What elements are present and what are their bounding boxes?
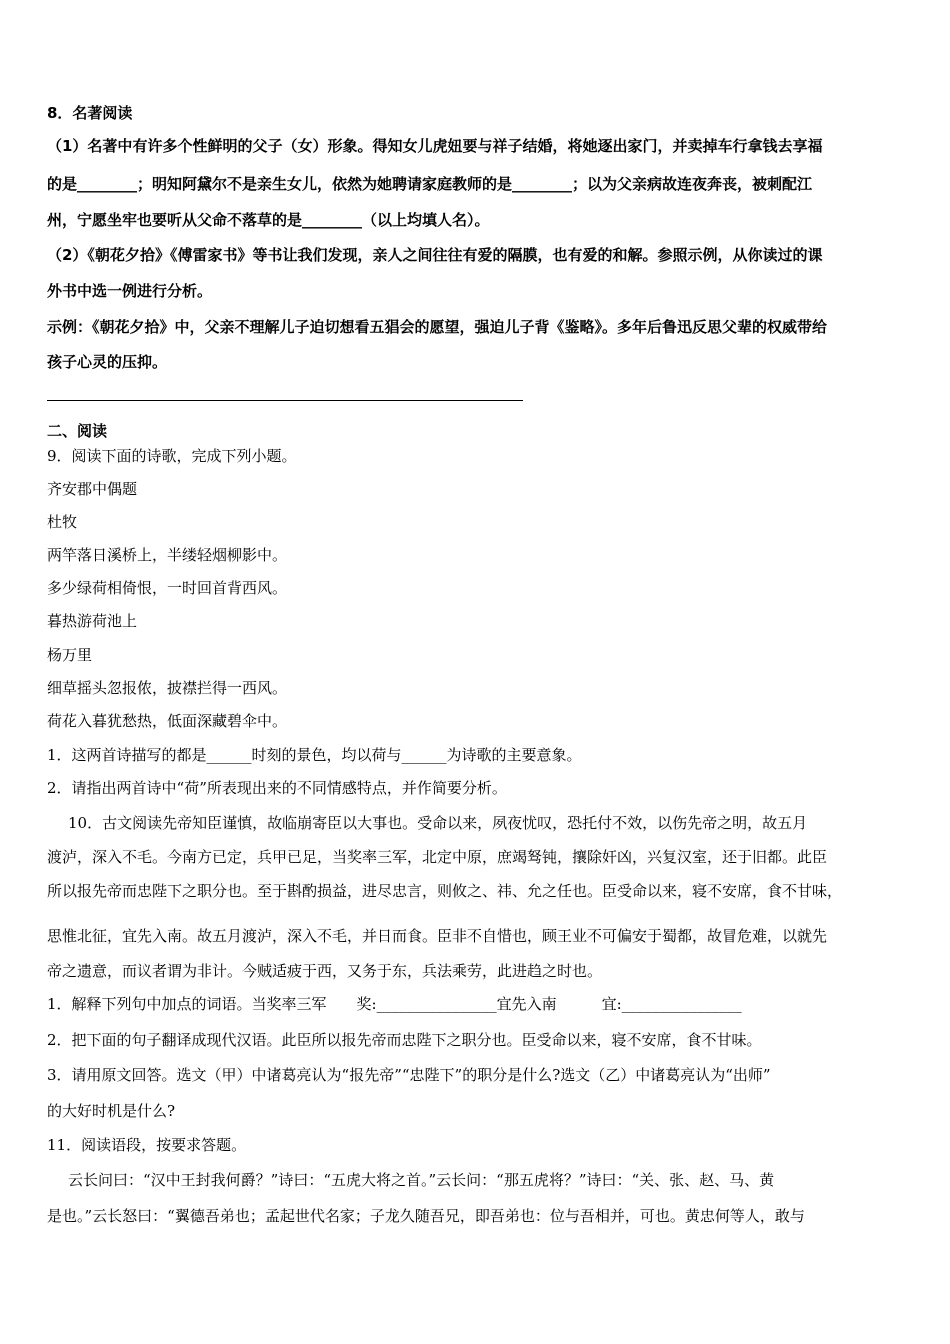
- section2-title: 二、阅读: [47, 422, 108, 440]
- q10-sub2: 2．把下面的句子翻译成现代汉语。此臣所以报先帝而忠陛下之职分也。臣受命以来，寝不安席，食不甘味。: [47, 1031, 762, 1049]
- q10-sub1: 1．解释下列句中加点的词语。当奖率三军 奖:________________宜先入南 宜:________________: [47, 995, 742, 1013]
- q8-example-line2: 孩子心灵的压抑。: [47, 353, 168, 371]
- q10-line3: 所以报先帝而忠陛下之职分也。至于斟酌损益，进尽忠言，则攸之、祎、允之任也。臣受命以来，寝不安席，食不甘味，: [47, 882, 843, 900]
- q11-line2: 是也。”云长怒曰：“翼德吾弟也；孟起世代名家；子龙久随吾兄，即吾弟也：位与吾相并，可也。黄忠何等人，敢与: [47, 1207, 805, 1225]
- q9-sub1: 1．这两首诗描写的都是______时刻的景色，均以荷与______为诗歌的主要意象。: [47, 746, 582, 764]
- q10-line1: 10．古文阅读先帝知臣谨慎，故临崩寄臣以大事也。受命以来，夙夜忧叹，恐托付不效，以伤先帝之明，故五月: [68, 814, 808, 832]
- poem2-line2: 荷花入暮犹愁热，低面深藏碧伞中。: [47, 712, 288, 730]
- q9-intro: 9．阅读下面的诗歌，完成下列小题。: [47, 447, 297, 465]
- poem1-title: 齐安郡中偶题: [47, 480, 138, 498]
- poem2-title: 暮热游荷池上: [47, 612, 138, 630]
- q11-line1: 云长问曰：“汉中王封我何爵？”诗曰：“五虎大将之首。”云长问：“那五虎将？”诗曰：“关、张、赵、马、黄: [68, 1171, 775, 1189]
- q10-line5: 帝之遗意，而议者谓为非计。今贼适疲于西，又务于东，兵法乘劳，此进趋之时也。: [47, 962, 603, 980]
- q10-sub3-line2: 的大好时机是什么?: [47, 1102, 176, 1120]
- q8-part1-line2: 的是________；明知阿黛尔不是亲生女儿，依然为她聘请家庭教师的是________；以为父亲病故连夜奔丧，被刺配江: [47, 175, 813, 193]
- q11-intro: 11．阅读语段，按要求答题。: [47, 1136, 247, 1154]
- q10-sub3-line1: 3．请用原文回答。选文（甲）中诸葛亮认为“报先帝”“忠陛下”的职分是什么?选文（乙）中诸葛亮认为“出师”: [47, 1066, 771, 1084]
- q10-line4: 思惟北征，宜先入南。故五月渡泸，深入不毛，并日而食。臣非不自惜也，顾王业不可偏安于蜀都，故冒危难，以就先: [47, 927, 828, 945]
- answer-line: [47, 400, 523, 401]
- q8-title: 8．名著阅读: [47, 104, 133, 122]
- q8-part1-line3: 州，宁愿坐牢也要听从父命不落草的是________（以上均填人名）。: [47, 211, 490, 229]
- q10-line2: 渡泸，深入不毛。今南方已定，兵甲已足，当奖率三军，北定中原，庶竭驽钝，攘除奸凶，兴复汉室，还于旧都。此臣: [47, 848, 828, 866]
- q9-sub2: 2．请指出两首诗中“荷”所表现出来的不同情感特点，并作简要分析。: [47, 779, 507, 797]
- poem2-line1: 细草摇头忽报侬，披襟拦得一西风。: [47, 679, 288, 697]
- poem1-author: 杜牧: [47, 513, 78, 531]
- poem1-line1: 两竿落日溪桥上，半缕轻烟柳影中。: [47, 546, 288, 564]
- poem2-author: 杨万里: [47, 646, 93, 664]
- q8-example-line1: 示例：《朝花夕拾》中，父亲不理解儿子迫切想看五猖会的愿望，强迫儿子背《鉴略》。多年后鲁迅反思父辈的权威带给: [47, 318, 828, 336]
- q8-part1-line1: （1）名著中有许多个性鲜明的父子（女）形象。得知女儿虎妞要与祥子结婚，将她逐出家门，并卖掉车行拿钱去享福: [47, 137, 823, 155]
- q8-part2-line2: 外书中选一例进行分析。: [47, 282, 213, 300]
- q8-part2-line1: （2）《朝花夕拾》《傅雷家书》等书让我们发现，亲人之间往往有爱的隔膜，也有爱的和解。参照示例，从你读过的课: [47, 246, 823, 264]
- poem1-line2: 多少绿荷相倚恨，一时回首背西风。: [47, 579, 288, 597]
